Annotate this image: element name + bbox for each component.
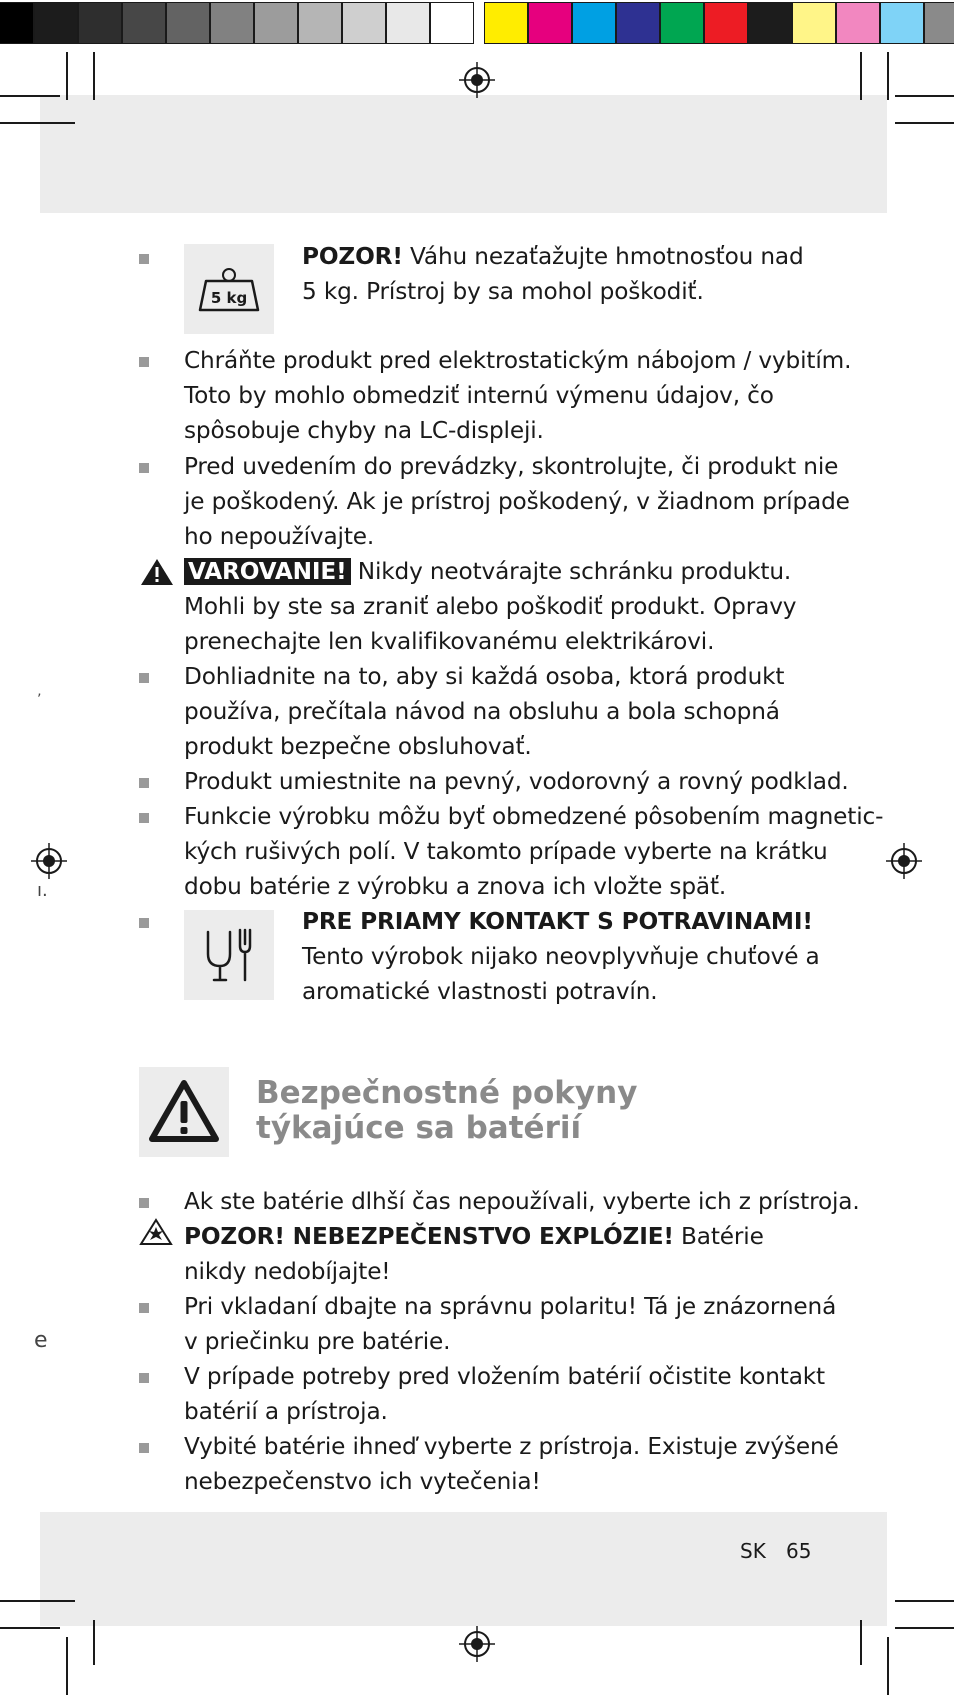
text-line: v priečinku pre batérie. [184,1328,451,1355]
text-line: prenechajte len kvalifikovanému elektrikárovi. [184,628,715,655]
process-color-swatch [924,2,954,44]
section-heading: Bezpečnostné pokyny [256,1075,638,1111]
registration-mark-right [886,843,922,879]
text-line: Vybité batérie ihneď vyberte z prístroja. Existuje zvýšené [184,1433,839,1460]
process-color-swatch [616,2,660,44]
process-color-swatch [748,2,792,44]
bullet [139,813,149,823]
grayscale-swatch [210,2,254,44]
bullet [139,1303,149,1313]
explosion-warning-label: POZOR! NEBEZPEČENSTVO EXPLÓZIE! [184,1223,674,1250]
text-line: Tento výrobok nijako neovplyvňuje chuťové a [302,943,820,970]
grayscale-swatch [254,2,298,44]
explosion-icon [139,1218,173,1246]
text-line: používa, prečítala návod na obsluhu a bola schopná [184,698,780,725]
bullet [139,918,149,928]
grayscale-swatch [386,2,430,44]
text-line: nikdy nedobíjajte! [184,1258,391,1285]
warning-label: VAROVANIE! [184,558,351,585]
warning-triangle-icon [139,557,175,587]
weight-icon-label: 5 kg [210,289,248,307]
text-line: VAROVANIE! Nikdy neotvárajte schránku produktu. [184,554,791,589]
bullet [139,463,149,473]
registration-mark-top [459,62,495,98]
text-line: Funkcie výrobku môžu byť obmedzené pôsobením magnetic- [184,803,884,830]
process-color-swatch [704,2,748,44]
grayscale-swatch [430,2,474,44]
text-line: produkt bezpečne obsluhovať. [184,733,532,760]
process-color-swatch [572,2,616,44]
language-code: SK [740,1539,766,1563]
text-line: kých rušivých polí. V takomto prípade vyberte na krátku [184,838,828,865]
text-line: POZOR! NEBEZPEČENSTVO EXPLÓZIE! Batérie [184,1223,764,1250]
text-line: nebezpečenstvo ich vytečenia! [184,1468,541,1495]
bullet [139,1198,149,1208]
text-line: Ak ste batérie dlhší čas nepoužívali, vyberte ich z prístroja. [184,1188,860,1215]
process-color-swatch [836,2,880,44]
header-band [40,95,887,213]
process-color-swatch [484,2,528,44]
grayscale-swatch [342,2,386,44]
text-line: je poškodený. Ak je prístroj poškodený, v žiadnom prípade [184,488,850,515]
caution-label: POZOR! [302,243,403,270]
margin-fragment: e [34,1328,48,1353]
bullet [139,1443,149,1453]
text-line: dobu batérie z výrobku a znova ich vložte späť. [184,873,727,900]
print-color-bar [0,0,954,46]
grayscale-swatch [166,2,210,44]
margin-fragment: ı. [37,880,48,901]
grayscale-swatch [34,2,78,44]
text-line: Toto by mohlo obmedziť internú výmenu údajov, čo [184,382,774,409]
text-line: Dohliadnite na to, aby si každá osoba, ktorá produkt [184,663,785,690]
text-line: POZOR! Váhu nezaťažujte hmotnosťou nad [302,243,804,270]
text-line: aromatické vlastnosti potravín. [302,978,658,1005]
registration-mark-left [31,843,67,879]
bullet [139,673,149,683]
text-line: ho nepoužívajte. [184,523,375,550]
text-line: batérií a prístroja. [184,1398,388,1425]
glass-fork-icon [184,910,274,1000]
process-color-swatch [880,2,924,44]
grayscale-swatch [78,2,122,44]
food-pictogram [184,910,274,1000]
page-number: 65 [786,1539,812,1563]
weight-icon [184,244,274,334]
bullet [139,1373,149,1383]
text-line: Pred uvedením do prevádzky, skontrolujte, či produkt nie [184,453,839,480]
grayscale-swatch [298,2,342,44]
text-line: Mohli by ste sa zraniť alebo poškodiť produkt. Opravy [184,593,797,620]
process-color-swatch [528,2,572,44]
bullet [139,254,149,264]
bullet [139,357,149,367]
process-color-swatch [660,2,704,44]
weight-pictogram [184,244,274,334]
food-contact-heading: PRE PRIAMY KONTAKT S POTRAVINAMI! [302,908,813,935]
grayscale-swatch [0,2,34,44]
text-line: spôsobuje chyby na LC-displeji. [184,417,544,444]
text-line: Chráňte produkt pred elektrostatickým nábojom / vybitím. [184,347,852,374]
footer-band [40,1512,887,1626]
text-line: Produkt umiestnite na pevný, vodorovný a rovný podklad. [184,768,849,795]
process-color-swatch [792,2,836,44]
text-line: Pri vkladaní dbajte na správnu polaritu! Tá je znázornená [184,1293,837,1320]
text-line: 5 kg. Prístroj by sa mohol poškodiť. [302,278,704,305]
bullet [139,778,149,788]
section-heading: týkajúce sa batérií [256,1110,582,1146]
margin-fragment: ’ [37,692,42,708]
text-line: V prípade potreby pred vložením batérií očistite kontakt [184,1363,825,1390]
registration-mark-bottom [459,1626,495,1662]
battery-warning-pictogram [139,1067,229,1157]
grayscale-swatch [122,2,166,44]
warning-triangle-icon [139,1067,229,1157]
